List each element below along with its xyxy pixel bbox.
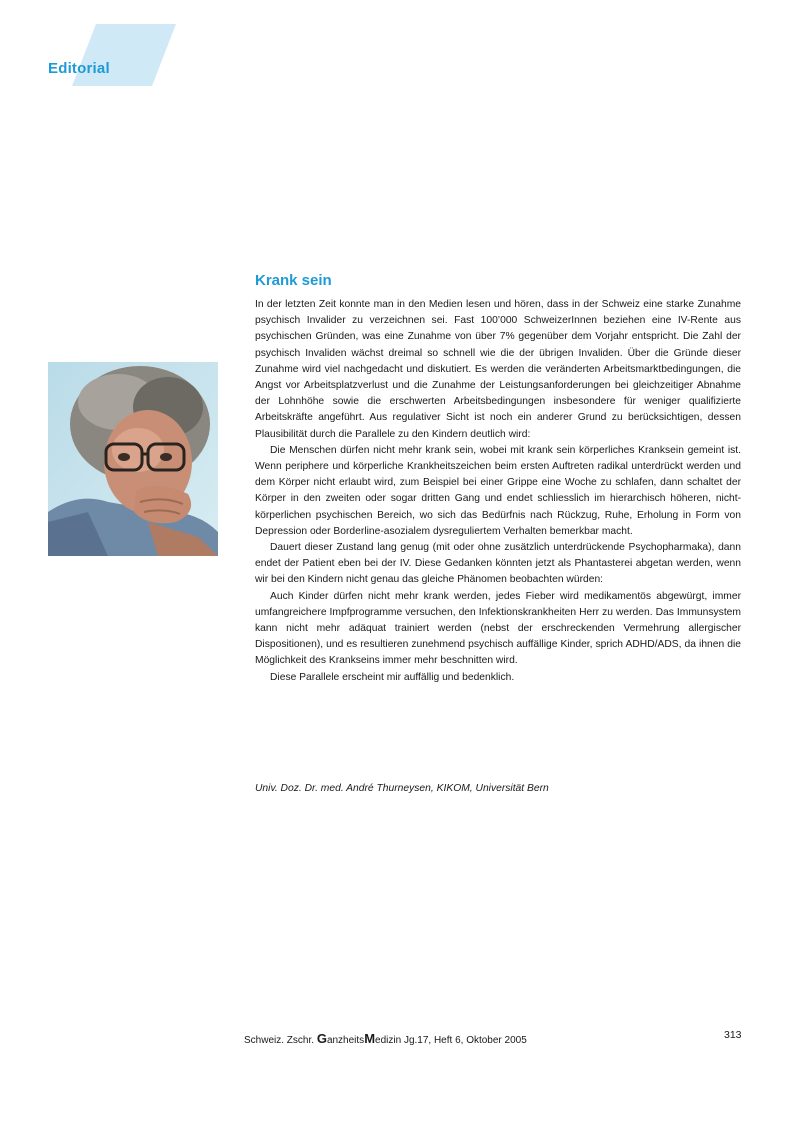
article-paragraph: Dauert dieser Zustand lang genug (mit oder ohne zusätzlich unterdrückende Psychopharmaka), dann endet der Patient eben bei der IV. Diese Gedanken könnten jetzt als Phantasterei abgetan werden, wenn wir bei den Kindern nicht genau das gleiche Phänomen beobachten würden: — [255, 542, 741, 586]
section-label: Editorial — [48, 60, 110, 77]
citation-cap-g: G — [316, 1031, 327, 1046]
article-paragraph: Auch Kinder dürfen nicht mehr krank werden, jedes Fieber wird medikamentös abgewürgt, immer umfangreichere Impfprogramme versuchen, den Infektionskrankheiten Herr zu werden. Das Immunsystem kann nicht mehr adäquat trainiert werden (nebst der erschreckenden Vermehrung allergischer Dispositionen), und es resultieren zunehmend psychisch auffällige Kinder, sprich ADHD/ADS, da ihnen die Möglichkeit des Krankseins immer mehr beschnitten wird. — [255, 590, 741, 667]
citation-mid-2: edizin Jg.17, Heft 6, Oktober 2005 — [375, 1035, 527, 1046]
citation-prefix: Schweiz. Zschr. — [244, 1035, 317, 1046]
author-photo — [48, 362, 218, 556]
article-title: Krank sein — [255, 272, 332, 289]
article-paragraph: In der letzten Zeit konnte man in den Medien lesen und hören, dass in der Schweiz eine starke Zunahme psychisch Invalider zu verzeichnen sei. Fast 100’000 SchweizerInnen beziehen eine IV-Rente aus psychischen Gründen, was eine Zunahme von über 7% gegenüber dem Vorjahr entspricht. Die Zahl der psychisch Invaliden wächst dreimal so schnell wie die der übrigen Invaliden. Über die Gründe dieser Zunahme wird viel nachgedacht und diskutiert. Es werden die veränderten Arbeitsmarktbedingungen, die Angst vor Arbeitsplatzverlust und die Zunahme der Leistungsanforderungen bei gleichzeitiger Abnahme der Lohnhöhe sowie die erschwerten Arbeitsbedingungen insbesondere für weniger qualifizierte Arbeitskräfte angeführt. Aus regulativer Sicht ist noch ein anderer Grund zu berücksichtigen, dessen Plausibilität durch die Parallele zu den Kindern deutlich wird: — [255, 299, 741, 440]
journal-citation — [244, 1031, 527, 1046]
citation-mid-1: anzheits — [326, 1035, 365, 1046]
article-paragraph: Diese Parallele erscheint mir auffällig und bedenklich. — [270, 671, 515, 683]
article — [255, 272, 741, 686]
author-signature: Univ. Doz. Dr. med. André Thurneysen, KIKOM, Universität Bern — [255, 783, 549, 794]
article-paragraph: Die Menschen dürfen nicht mehr krank sein, wobei mit krank sein körperliches Kranksein gemeint ist. Wenn periphere und körperliche Krankheitszeichen beim ersten Auftreten radikal unterdrückt werden und dem Körper nicht erlaubt wird, zum Beispiel bei einer Grippe eine Woche zu schlafen, dann schaltet der Körper in den zweiten oder sogar dritten Gang und endet schliesslich im hierarchisch höheren, nicht-körperlichen psychischen Bereich, wo sich das Bedürfnis nach Rückzug, Ruhe, Erholung in Form von Depression oder Borderline-asozialem dysreguliertem Verhalten bemerkbar macht. — [255, 444, 741, 537]
page-number: 313 — [724, 1029, 742, 1041]
section-tab — [48, 24, 176, 86]
citation-cap-m: M — [364, 1031, 376, 1046]
